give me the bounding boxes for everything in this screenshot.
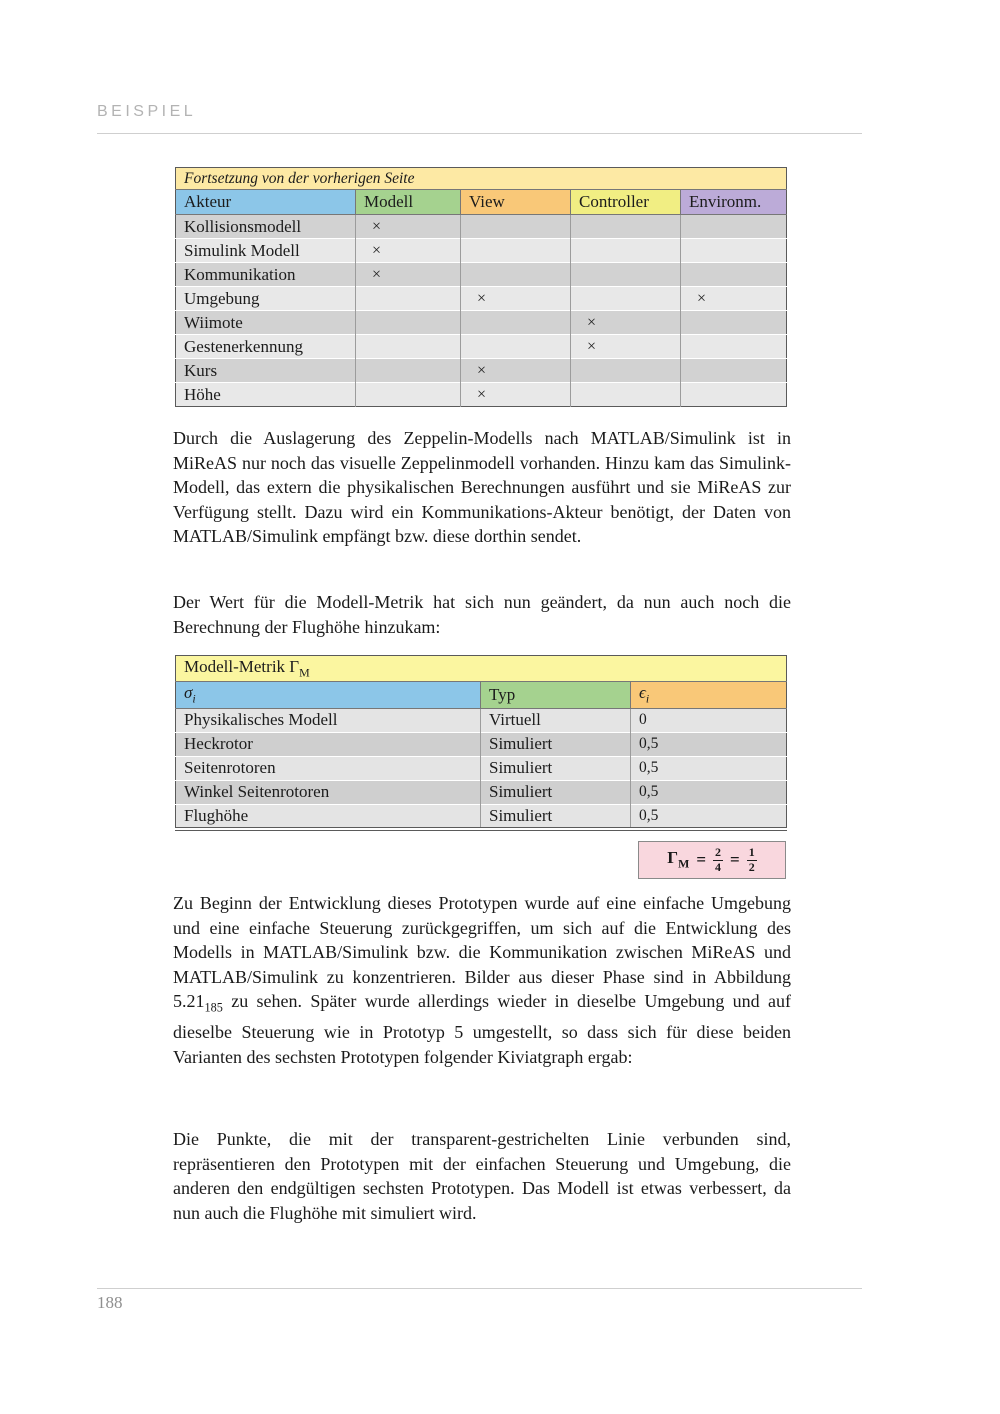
actor-name-cell: Höhe (176, 383, 356, 407)
table-row (176, 804, 787, 829)
equals-sign: = (696, 850, 707, 869)
mark-cell-view (461, 215, 571, 239)
gamma-term (667, 848, 689, 871)
column-header-typ: Typ (481, 682, 631, 708)
metric-value-cell: 0,5 (631, 780, 787, 804)
actor-name-cell: Umgebung (176, 287, 356, 311)
running-header: BEISPIEL (97, 103, 197, 120)
fraction-two-fourths (713, 846, 723, 875)
fraction-one-half (747, 846, 757, 875)
header-rule (97, 133, 862, 134)
equals-sign: = (730, 850, 740, 869)
fraction-denominator: 4 (715, 859, 722, 874)
paragraph-text: zu sehen. Später wurde allerdings wieder in dieselbe Umgebung und auf dieselbe Steuerung wie in Prototyp 5 umgestellt, so dass sich für diese beiden Varianten des sechsten Prototypen folgender Kiviatgraph ergab: (173, 991, 791, 1067)
actor-mapping-table (175, 167, 787, 407)
continuation-note: Fortsetzung von der vorherigen Seite (176, 168, 787, 190)
metric-table-title (176, 656, 787, 682)
table-row (176, 311, 787, 335)
table-row (176, 239, 787, 263)
column-header-epsilon (631, 682, 787, 708)
actor-name-cell: Simulink Modell (176, 239, 356, 263)
mark-cell-view (461, 239, 571, 263)
footer-rule (97, 1288, 862, 1289)
mark-cell-modell (356, 359, 461, 383)
table-row (176, 383, 787, 407)
mark-cell-controller (571, 239, 681, 263)
metric-typ-cell: Simuliert (481, 756, 631, 780)
mark-cell-environm (681, 383, 787, 407)
mark-cell-view: × (461, 359, 571, 383)
mark-cell-modell (356, 335, 461, 359)
fraction-numerator: 1 (748, 844, 755, 859)
mark-cell-controller (571, 287, 681, 311)
table-row (176, 335, 787, 359)
metric-name-cell: Heckrotor (176, 732, 481, 756)
actor-name-cell: Gestenerkennung (176, 335, 356, 359)
mark-cell-modell (356, 311, 461, 335)
metric-table-header-row (176, 682, 787, 708)
mark-cell-view: × (461, 383, 571, 407)
table-row (176, 756, 787, 780)
column-header-akteur: Akteur (176, 190, 356, 215)
continuation-row (176, 168, 787, 190)
table-row (176, 263, 787, 287)
mark-cell-view: × (461, 287, 571, 311)
paragraph-prototype-development (173, 891, 791, 1069)
table-row (176, 359, 787, 383)
mark-cell-environm (681, 263, 787, 287)
epsilon-symbol: ϵ (639, 683, 646, 703)
metric-title-text: Modell-Metrik Γ (184, 657, 300, 676)
epsilon-subscript: i (645, 691, 650, 706)
paragraph-text: Zu Beginn der Entwicklung dieses Prototypen wurde auf eine einfache Umgebung und eine einfache Steuerung zurückgegriffen, um sich auf die Entwicklung des Modells in MATLAB/Simulink bzw. die Kommunikation zwischen MiReAS und MATLAB/Simulink zu konzentrieren. Bilder aus dieser Phase sind in Abbildung 5.21 (173, 893, 791, 1011)
mark-cell-view (461, 311, 571, 335)
column-header-controller: Controller (571, 190, 681, 215)
mark-cell-view (461, 263, 571, 287)
metric-value-cell: 0,5 (631, 732, 787, 756)
mark-cell-controller (571, 215, 681, 239)
metric-value-cell: 0 (631, 708, 787, 732)
mark-cell-modell: × (356, 215, 461, 239)
mark-cell-view (461, 335, 571, 359)
metric-typ-cell: Virtuell (481, 708, 631, 732)
metric-name-cell: Flughöhe (176, 804, 481, 829)
metric-name-cell: Physikalisches Modell (176, 708, 481, 732)
sigma-subscript: i (192, 691, 196, 706)
metric-value-cell: 0,5 (631, 756, 787, 780)
fraction-denominator: 2 (748, 859, 755, 874)
actor-name-cell: Kurs (176, 359, 356, 383)
metric-value-cell: 0,5 (631, 804, 787, 829)
table-row (176, 215, 787, 239)
mark-cell-controller: × (571, 311, 681, 335)
metric-typ-cell: Simuliert (481, 780, 631, 804)
gamma-symbol: Γ (667, 848, 679, 868)
metric-name-cell: Winkel Seitenrotoren (176, 780, 481, 804)
mark-cell-environm (681, 311, 787, 335)
figure-page-reference: 185 (204, 1000, 223, 1015)
metric-title-subscript: M (299, 665, 310, 680)
metric-table-title-row (176, 656, 787, 682)
metric-typ-cell: Simuliert (481, 804, 631, 829)
fraction-numerator: 2 (715, 844, 722, 859)
mark-cell-modell (356, 287, 461, 311)
sigma-symbol: σ (184, 683, 193, 703)
model-metric-table (175, 655, 787, 831)
mark-cell-controller (571, 359, 681, 383)
actor-name-cell: Kollisionsmodell (176, 215, 356, 239)
page-number: 188 (97, 1293, 123, 1312)
paragraph-model-outsourcing: Durch die Auslagerung des Zeppelin-Modells nach MATLAB/Simulink ist in MiReAS nur noch das visuelle Zeppelinmodell vorhanden. Hinzu kam das Simulink-Modell, das extern die physikalischen Berechnungen ausführt und sie MiReAS zur Verfügung stellt. Dazu wird ein Kommunikations-Akteur benötigt, der Daten von MATLAB/Simulink empfängt bzw. diese dorthin sendet. (173, 428, 791, 546)
column-header-view: View (461, 190, 571, 215)
mark-cell-environm (681, 359, 787, 383)
table-row (176, 780, 787, 804)
metric-name-cell: Seitenrotoren (176, 756, 481, 780)
metric-typ-cell: Simuliert (481, 732, 631, 756)
mark-cell-environm (681, 215, 787, 239)
actor-name-cell: Kommunikation (176, 263, 356, 287)
mark-cell-controller (571, 263, 681, 287)
table-row (176, 287, 787, 311)
gamma-subscript: M (678, 856, 690, 871)
actor-table-header-row (176, 190, 787, 215)
paragraph-kiviatgraph-explanation: Die Punkte, die mit der transparent-gestrichelten Linie verbunden sind, repräsentieren den Prototypen mit der einfachen Steuerung und Umgebung, die anderen den endgültigen sechsten Prototypen. Das Modell ist etwas verbessert, da nun auch die Flughöhe mit simuliert wird. (173, 1129, 791, 1223)
mark-cell-environm (681, 239, 787, 263)
mark-cell-modell: × (356, 263, 461, 287)
column-header-sigma (176, 682, 481, 708)
mark-cell-modell: × (356, 239, 461, 263)
paragraph-metric-changed: Der Wert für die Modell-Metrik hat sich nun geändert, da nun auch noch die Berechnung der Flughöhe hinzukam: (173, 592, 791, 637)
column-header-modell: Modell (356, 190, 461, 215)
mark-cell-environm (681, 335, 787, 359)
mark-cell-environm: × (681, 287, 787, 311)
actor-name-cell: Wiimote (176, 311, 356, 335)
mark-cell-controller: × (571, 335, 681, 359)
column-header-environm: Environm. (681, 190, 787, 215)
metric-result-formula (638, 841, 786, 879)
mark-cell-controller (571, 383, 681, 407)
table-row (176, 732, 787, 756)
mark-cell-modell (356, 383, 461, 407)
table-row (176, 708, 787, 732)
